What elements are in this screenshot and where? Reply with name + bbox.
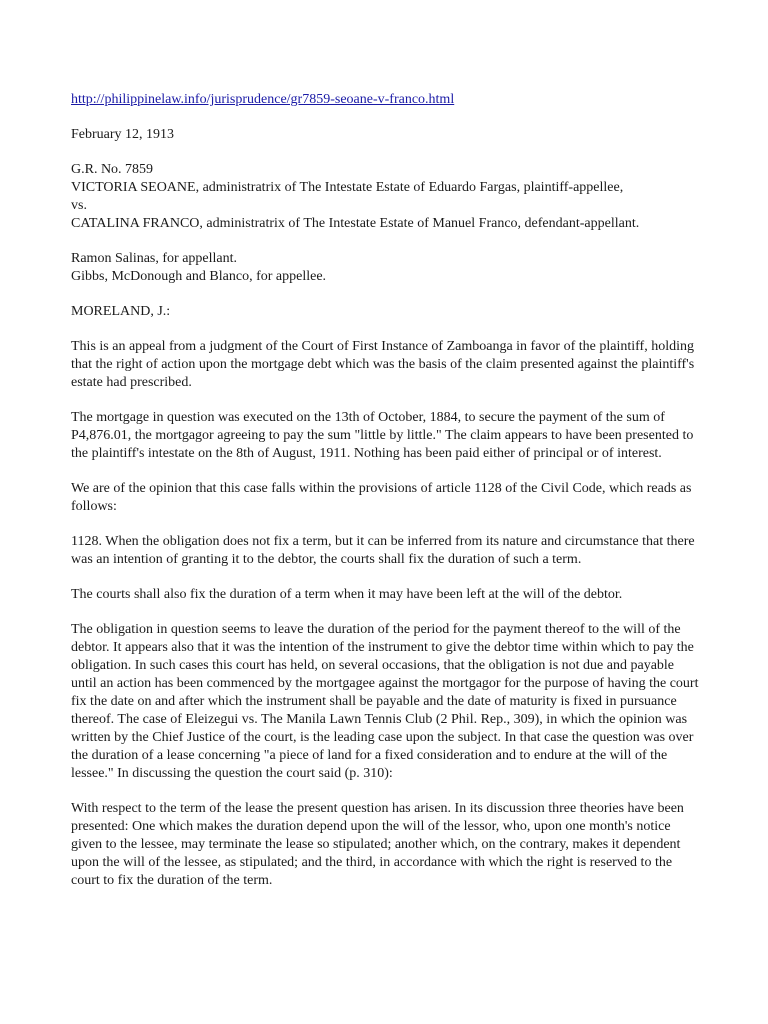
judge-name: MORELAND, J.: — [71, 304, 171, 319]
quoted-article-paragraph: The courts shall also fix the duration of a term when it may have been left at the will of the debtor. — [71, 587, 623, 602]
defendant-line: CATALINA FRANCO, administratrix of The Intestate Estate of Manuel Franco, defendant-appellant. — [71, 216, 640, 231]
versus-line: vs. — [71, 198, 87, 213]
source-link[interactable]: http://philippinelaw.info/jurisprudence/gr7859-seoane-v-franco.html — [71, 92, 455, 107]
document-page — [71, 91, 701, 907]
case-header — [71, 161, 701, 233]
gr-number: G.R. No. 7859 — [71, 162, 154, 177]
quoted-article-paragraph: 1128. When the obligation does not fix a term, but it can be inferred from its nature and circumstance that there was an intention of granting it to the debtor, the courts shall fix the duration of such a term. — [71, 534, 695, 567]
quoted-court-paragraph: With respect to the term of the lease the present question has arisen. In its discussion three theories have been presented: One which makes the duration depend upon the will of the lessor, who, upon one month's notice given to the lessee, may terminate the lease so stipulated; another which, on the contrary, makes it dependent upon the will of the lessee, as stipulated; and the third, in accordance with which the right is reserved to the court to fix the duration of the term. — [71, 801, 684, 888]
counsel-block — [71, 250, 701, 286]
body-paragraph: The mortgage in question was executed on the 13th of October, 1884, to secure the payment of the sum of P4,876.01, the mortgagor agreeing to pay the sum "little by little." The claim appears to have been presented to the plaintiff's intestate on the 8th of August, 1911. Nothing has been paid either of principal or of interest. — [71, 410, 694, 461]
decision-date: February 12, 1913 — [71, 127, 175, 142]
counsel-appellant: Ramon Salinas, for appellant. — [71, 251, 238, 266]
body-paragraph: We are of the opinion that this case falls within the provisions of article 1128 of the Civil Code, which reads as follows: — [71, 481, 692, 514]
body-paragraph: The obligation in question seems to leave the duration of the period for the payment thereof to the will of the debtor. It appears also that it was the intention of the instrument to give the debtor time within which to pay the obligation. In such cases this court has held, on several occasions, that the obligation is not due and payable until an action has been commenced by the mortgagee against the mortgagor for the purpose of having the court fix the date on and after which the instrument shall be payable and the date of maturity is fixed in pursuance thereof. The case of Eleizegui vs. The Manila Lawn Tennis Club (2 Phil. Rep., 309), in which the opinion was written by the Chief Justice of the court, is the leading case upon the subject. In that case the question was over the duration of a lease concerning "a piece of land for a fixed consideration and to endure at the will of the lessee." In discussing the question the court said (p. 310): — [71, 622, 699, 781]
source-link-paragraph — [71, 91, 701, 109]
plaintiff-line: VICTORIA SEOANE, administratrix of The Intestate Estate of Eduardo Fargas, plaintiff-appellee, — [71, 180, 624, 195]
body-paragraph: This is an appeal from a judgment of the Court of First Instance of Zamboanga in favor of the plaintiff, holding that the right of action upon the mortgage debt which was the basis of the claim presented against the plaintiff's estate had prescribed. — [71, 339, 695, 390]
counsel-appellee: Gibbs, McDonough and Blanco, for appellee. — [71, 269, 327, 284]
